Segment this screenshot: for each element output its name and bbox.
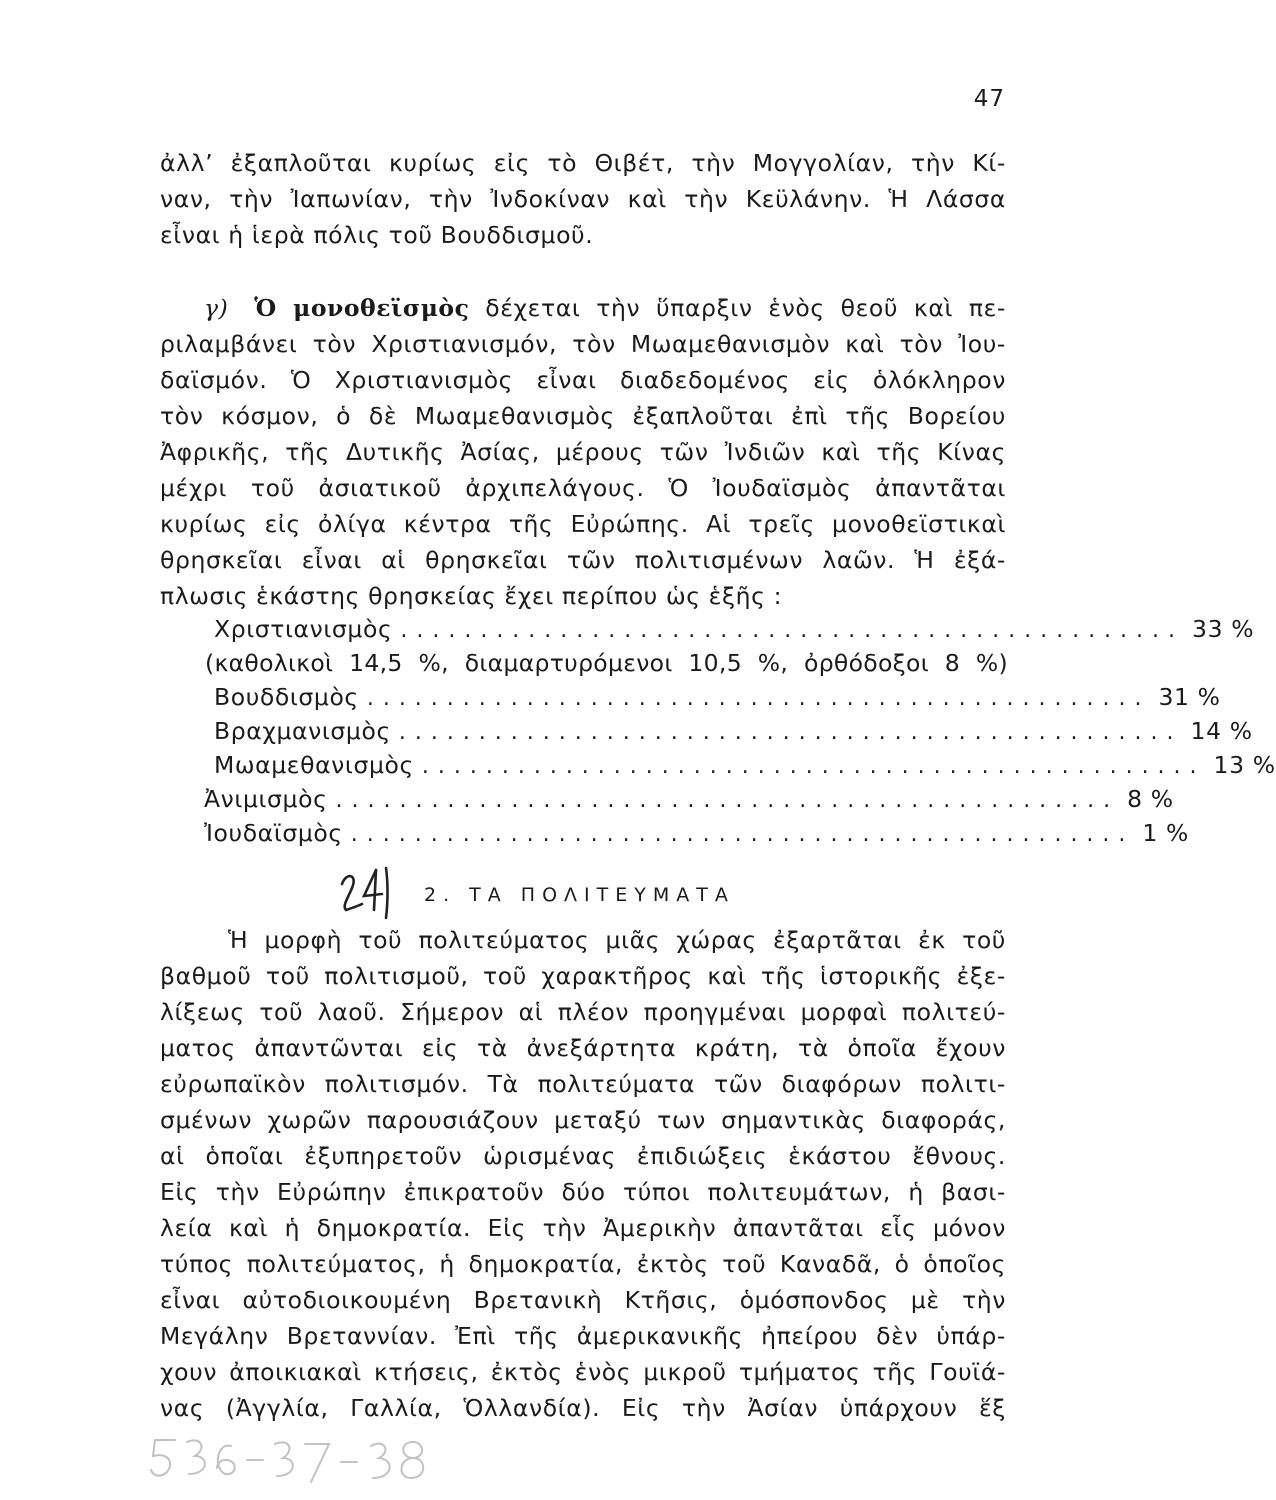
paragraph-3-line: βαθμοῦ τοῦ πολιτισμοῦ, τοῦ χαρακτῆρος καὶ τῆς ἱστορικῆς ἐξε-	[160, 962, 1006, 990]
religion-percent: 1 %	[1142, 819, 1189, 847]
handwritten-pencil-note	[145, 1428, 445, 1488]
religion-stat-row	[204, 816, 1189, 850]
section-heading: 2. ΤΑ ΠΟΛΙΤΕΥΜΑΤΑ	[424, 884, 735, 906]
dot-leader: .................................................	[421, 754, 1206, 779]
religion-name: Μωαμεθανισμὸς	[214, 751, 414, 779]
paragraph-3-line: νας (Ἀγγλία, Γαλλία, Ὁλλανδία). Εἰς τὴν Ἀσίαν ὑπάρχουν ἕξ	[160, 1394, 1006, 1422]
paragraph-3-line: λεία καὶ ἡ δημοκρατία. Εἰς τὴν Ἀμερικὴν ἀπαντᾶται εἷς μόνον	[160, 1214, 1006, 1242]
paragraph-2-first-line-text: δέχεται τὴν ὕπαρξιν ἑνὸς θεοῦ καὶ πε-	[485, 294, 1006, 322]
paragraph-2-line: δαϊσμόν. Ὁ Χριστιανισμὸς εἶναι διαδεδομένος εἰς ὁλόκληρον	[160, 366, 1006, 394]
paragraph-2-line: θρησκεῖαι εἶναι αἱ θρησκεῖαι τῶν πολιτισμένων λαῶν. Ἡ ἐξά-	[160, 546, 1006, 574]
paragraph-2-line: ριλαμβάνει τὸν Χριστιανισμόν, τὸν Μωαμεθανισμὸν καὶ τὸν Ἰου-	[160, 330, 1006, 358]
paragraph-3-line: τύπος πολιτεύματος, ἡ δημοκρατία, ἐκτὸς τοῦ Καναδᾶ, ὁ ὁποῖος	[160, 1250, 1006, 1278]
paragraph-1-line: ναν, τὴν Ἰαπωνίαν, τὴν Ἰνδοκίναν καὶ τὴν Κεϋλάνην. Ἡ Λάσσα	[160, 185, 1006, 213]
religion-percent: 14 %	[1190, 717, 1253, 745]
paragraph-3-line: χουν ἀποικιακαὶ κτήσεις, ἐκτὸς ἑνὸς μικροῦ τμήματος τῆς Γουϊά-	[160, 1358, 1006, 1386]
bold-term: Ὁ μονοθεϊσμὸς	[254, 294, 470, 322]
religion-percent: 13 %	[1213, 751, 1276, 779]
religion-stat-row	[214, 680, 1221, 714]
handwritten-section-number	[336, 862, 396, 920]
christian-breakdown: (καθολικοὶ 14,5 %, διαμαρτυρόμενοι 10,5 %, ὀρθόδοξοι 8 %)	[205, 649, 1008, 677]
religion-percent: 8 %	[1127, 785, 1174, 813]
religion-percent: 33 %	[1192, 615, 1255, 643]
paragraph-3-line: εὐρωπαϊκὸν πολιτισμόν. Τὰ πολιτεύματα τῶν διαφόρων πολιτι-	[160, 1070, 1006, 1098]
religion-name: Ἰουδαϊσμὸς	[204, 819, 343, 847]
paragraph-3-line: ματος ἀπαντῶνται εἰς τὰ ἀνεξάρτητα κράτη, τὰ ὁποῖα ἔχουν	[160, 1034, 1006, 1062]
paragraph-3-line: Ἡ μορφὴ τοῦ πολιτεύματος μιᾶς χώρας ἐξαρτᾶται ἐκ τοῦ	[228, 926, 1006, 954]
paragraph-2-line: Ἀφρικῆς, τῆς Δυτικῆς Ἀσίας, μέρους τῶν Ἰνδιῶν καὶ τῆς Κίνας	[160, 438, 1006, 466]
paragraph-2-line: τὸν κόσμον, ὁ δὲ Μωαμεθανισμὸς ἐξαπλοῦται ἐπὶ τῆς Βορείου	[160, 402, 1006, 430]
dot-leader: .................................................	[335, 788, 1120, 813]
religion-stat-row	[214, 714, 1253, 748]
paragraph-2-line: μέχρι τοῦ ἀσιατικοῦ ἀρχιπελάγους. Ὁ Ἰουδαϊσμὸς ἀπαντᾶται	[160, 474, 1006, 502]
paragraph-3-line: σμένων χωρῶν παρουσιάζουν μεταξύ των σημαντικὰς διαφοράς,	[160, 1106, 1006, 1134]
religion-stat-row	[214, 748, 1276, 782]
religion-percent: 31 %	[1158, 683, 1221, 711]
dot-leader: .................................................	[398, 720, 1183, 745]
religion-stat-row	[204, 782, 1174, 816]
paragraph-2-line: πλωσις ἑκάστης θρησκείας ἔχει περίπου ὡς ἑξῆς :	[160, 582, 783, 610]
paragraph-3-line: εἶναι αὐτοδιοικουμένη Βρετανικὴ Κτῆσις, ὁμόσπονδος μὲ τὴν	[160, 1286, 1006, 1314]
page-number: 47	[973, 86, 1005, 112]
paragraph-3-line: λίξεως τοῦ λαοῦ. Σήμερον αἱ πλέον προηγμέναι μορφαὶ πολιτεύ-	[160, 998, 1006, 1026]
paragraph-3-line: Εἰς τὴν Εὐρώπην ἐπικρατοῦν δύο τύποι πολιτευμάτων, ἡ βασι-	[160, 1178, 1006, 1206]
religion-name: Βουδδισμὸς	[214, 683, 359, 711]
paragraph-2-line: κυρίως εἰς ὀλίγα κέντρα τῆς Εὐρώπης. Αἱ τρεῖς μονοθεϊστικαὶ	[160, 510, 1006, 538]
religion-name: Χριστιανισμὸς	[214, 615, 393, 643]
dot-leader: .................................................	[366, 686, 1151, 711]
paragraph-3-line: Μεγάλην Βρεταννίαν. Ἐπὶ τῆς ἀμερικανικῆς ἠπείρου δὲν ὑπάρ-	[160, 1322, 1006, 1350]
paragraph-1-line: ἀλλ’ ἐξαπλοῦται κυρίως εἰς τὸ Θιβέτ, τὴν Μογγολίαν, τὴν Κί-	[160, 149, 1006, 177]
dot-leader: .................................................	[350, 822, 1135, 847]
religion-name: Βραχμανισμὸς	[214, 717, 391, 745]
paragraph-3-line: αἱ ὁποῖαι ἐξυπηρετοῦν ὡρισμένας ἐπιδιώξεις ἑκάστου ἔθνους.	[160, 1142, 1006, 1170]
paragraph-2-first-line	[204, 290, 1006, 326]
item-marker: γ)	[204, 294, 229, 322]
dot-leader: .................................................	[400, 618, 1185, 643]
religion-stat-row	[214, 612, 1255, 646]
religion-name: Ἀνιμισμὸς	[204, 785, 328, 813]
paragraph-1-line: εἶναι ἡ ἱερὰ πόλις τοῦ Βουδδισμοῦ.	[160, 221, 594, 249]
